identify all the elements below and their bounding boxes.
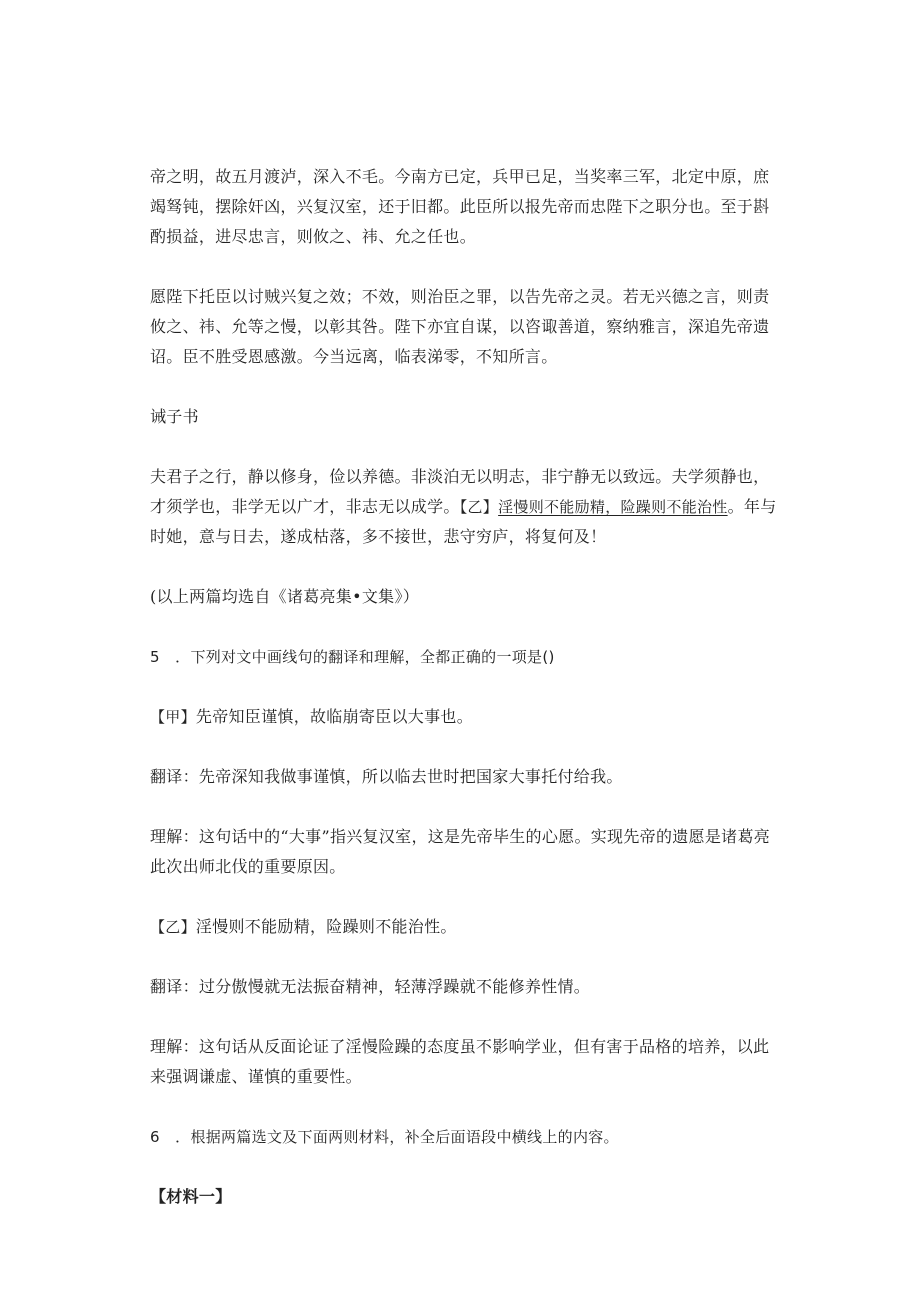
jia-sentence: [150, 702, 780, 732]
jia-marker: 【甲】: [150, 708, 196, 726]
paragraph-chushibiao-1: 帝之明，故五月渡泸，深入不毛。今南方已定，兵甲已足，当奖率三军，北定中原，庶竭驽钝，摆除奸凶，兴复汉室，还于旧都。此臣所以报先帝而忠陛下之职分也。至于斟酌损益，进尽忠言，则攸之、祎、允之任也。: [150, 167, 770, 246]
question-5: 5 ．下列对文中画线句的翻译和理解，全都正确的一项是(): [150, 648, 555, 666]
yi-marker-2: 【乙】: [150, 918, 196, 936]
paragraph-jiezishu: [150, 462, 780, 552]
question-6: 6 ．根据两篇选文及下面两则材料，补全后面语段中横线上的内容。: [150, 1128, 619, 1146]
jia-text: 先帝知臣谨慎，故临崩寄臣以大事也。: [195, 707, 474, 726]
title-jiezishu: 诫子书: [150, 407, 199, 426]
understanding-2: 理解：这句话从反面论证了淫慢险躁的态度虽不影响学业，但有害于品格的培养，以此来强调谦虚、谨慎的重要性。: [150, 1037, 770, 1086]
source-note: (以上两篇均选自《诸葛亮集•文集》）: [150, 587, 420, 606]
yi-marker: 【乙】: [459, 498, 499, 516]
paragraph-chushibiao-2: 愿陛下托臣以讨贼兴复之效；不效，则治臣之罪，以告先帝之灵。若无兴德之言，则责攸之、祎、允等之慢，以彰其咎。陛下亦宜自谋，以咨诹善道，察纳雅言，深追先帝遗诏。臣不胜受恩感激。今当远离，临表涕零，不知所言。: [150, 287, 770, 366]
translation-2: 翻译：过分傲慢就无法振奋精神，轻薄浮躁就不能修养性情。: [150, 977, 591, 996]
translation-1: 翻译：先帝深知我做事谨慎，所以临去世时把国家大事托付给我。: [150, 767, 623, 786]
yi-text: 淫慢则不能励精，险躁则不能治性。: [195, 917, 457, 936]
jiezishu-text-a: 夫君子之行，静以修身，俭以养德。非淡泊无以明志，非宁静无以致远。夫学须静也，才须学也，非学无以广才，非志无以成学。: [150, 467, 770, 516]
underlined-sentence: 淫慢则不能励精，险躁则不能治性: [498, 498, 728, 516]
yi-sentence: [150, 912, 780, 942]
material-1-heading: 【材料一】: [150, 1187, 232, 1206]
document-body: [150, 162, 780, 1212]
understanding-1: 理解：这句话中的“大事”指兴复汉室，这是先帝毕生的心愿。实现先帝的遗愿是诸葛亮此次出师北伐的重要原因。: [150, 827, 771, 876]
jiezishu-text-b: 。年与时她，意与日去，遂成枯落，多不接世，悲守穷庐，将复何及！: [150, 497, 777, 546]
